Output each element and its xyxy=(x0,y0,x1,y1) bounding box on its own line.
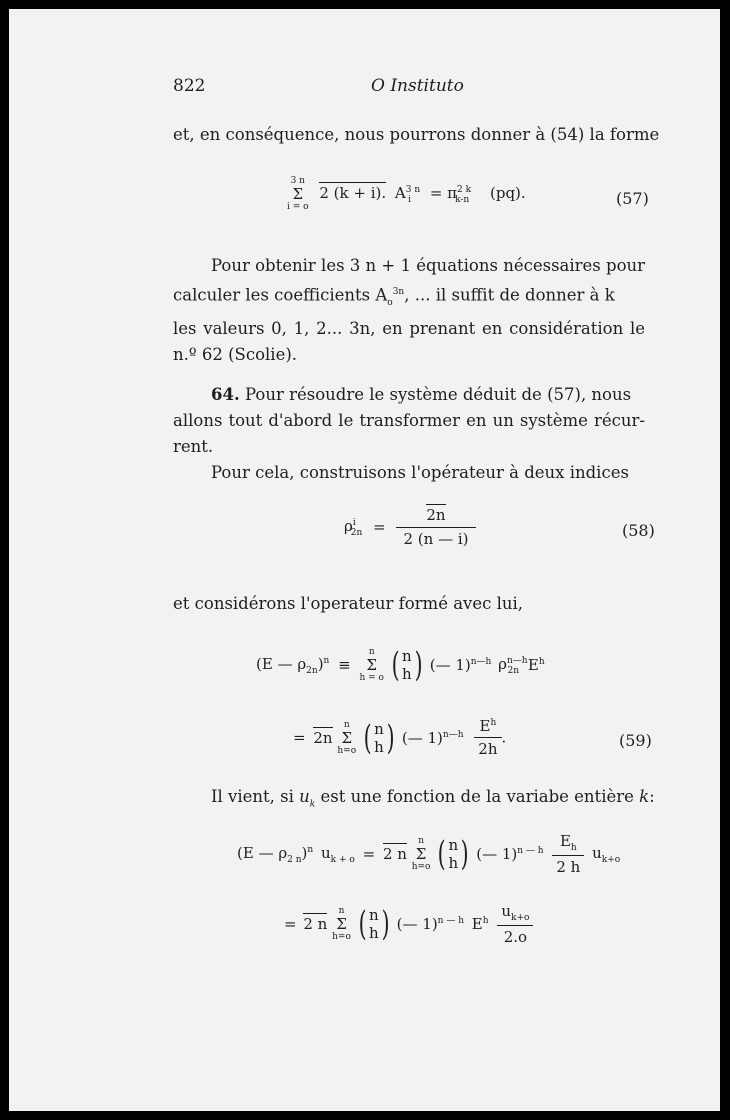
sum-symbol: Σ xyxy=(336,915,347,933)
section-64-line1 xyxy=(173,382,645,408)
lhs-60-open: (E — ρ xyxy=(237,843,288,862)
equation-57 xyxy=(287,175,526,213)
coef-letter: A xyxy=(394,184,406,202)
u-letter: u xyxy=(320,843,331,862)
journal-title: O Instituto xyxy=(371,76,464,96)
binom-bottom: h xyxy=(402,665,412,683)
shift-E: E xyxy=(471,915,483,933)
sign-factor-base: (— 1) xyxy=(401,728,443,747)
binom-top: n xyxy=(374,719,384,738)
equation-58 xyxy=(344,506,476,548)
sign-factor-power: n — h xyxy=(437,916,464,926)
lhs-59-close: ) xyxy=(317,654,324,673)
numerator-power: h xyxy=(490,718,497,728)
para1-line1: Pour obtenir les 3 n + 1 équations nécessaires pour xyxy=(211,256,646,275)
sum-upper-limit: n xyxy=(368,647,375,657)
equation-number-58: (58) xyxy=(622,521,655,540)
lhs-59-subscript: 2n xyxy=(306,665,318,676)
lhs-60-subscript: 2 n xyxy=(287,854,302,865)
sign-factor-60b xyxy=(397,915,464,933)
binom-right-paren: ) xyxy=(460,834,469,874)
para1-line2-subscript: o xyxy=(387,297,393,308)
fraction-59b xyxy=(474,717,501,758)
equals-sign: = xyxy=(362,845,376,863)
rho-symbol: ρ xyxy=(344,516,353,535)
coefficient xyxy=(394,184,421,205)
sum-lower-limit: i = o xyxy=(287,202,309,212)
paragraph-consider-operator xyxy=(173,591,645,617)
sum-operator-59b xyxy=(337,719,356,757)
rho-operator xyxy=(344,516,363,538)
lhs-59 xyxy=(256,654,330,676)
rhs-tail: (pq). xyxy=(489,184,526,202)
sign-factor-base: (— 1) xyxy=(476,845,518,863)
sum-lower-limit: h=o xyxy=(337,745,357,756)
fraction-60b xyxy=(497,902,533,946)
binom-right-paren: ) xyxy=(414,645,423,685)
sum-operator-60a xyxy=(412,835,431,873)
rho-power-59a xyxy=(498,654,528,676)
equation-number-57: (57) xyxy=(616,189,649,208)
sign-factor-60a xyxy=(476,845,543,863)
para5-line xyxy=(173,784,655,817)
sum-operator xyxy=(287,175,309,213)
binomial-59b xyxy=(374,720,384,756)
fraction-denominator: 2h xyxy=(478,740,498,758)
sum-upper-limit: 3 n xyxy=(290,176,305,186)
var-u-letter: u xyxy=(299,787,310,806)
rho-symbol: ρ xyxy=(498,654,507,673)
binom-left-paren: ( xyxy=(437,834,446,874)
section-64-line3: rent. xyxy=(173,437,214,456)
overlined-2n: 2n xyxy=(313,728,333,747)
rho-superscript: n—h xyxy=(506,655,528,666)
equals-sign: = xyxy=(293,728,306,747)
sum-lower-limit: h = o xyxy=(359,673,384,683)
shift-operator-60b xyxy=(472,915,489,933)
equals-sign: = xyxy=(284,915,297,933)
overlined-term: 2 (k + i). xyxy=(319,184,387,202)
paragraph-coefficients xyxy=(173,253,645,368)
equation-60-line2 xyxy=(284,902,533,946)
u-tail xyxy=(592,843,621,865)
rho-subscript: 2n xyxy=(350,527,363,538)
fraction-58-num-wrap xyxy=(396,506,475,528)
page-number: 822 xyxy=(173,76,206,96)
section-number: 64. xyxy=(211,385,240,404)
binom-left-paren: ( xyxy=(358,904,367,944)
para1-line2-superscript: 3n xyxy=(392,287,405,297)
binom-left-paren: ( xyxy=(363,717,372,758)
u-term xyxy=(320,843,355,865)
rhs-superscript: 2 k xyxy=(457,185,472,195)
period: . xyxy=(501,728,507,747)
binom-right-paren: ) xyxy=(381,904,390,944)
var-k: k xyxy=(639,787,650,806)
lhs-59-open: (E — ρ xyxy=(256,654,307,673)
sign-factor-power: n—h xyxy=(470,657,492,667)
lhs-59-power: n xyxy=(323,655,330,666)
paragraph-function-u xyxy=(173,784,655,817)
sum-symbol: Σ xyxy=(292,185,304,203)
equivalence-sign: ≡ xyxy=(338,656,351,674)
lhs-60 xyxy=(237,843,314,865)
fraction-denominator: 2.o xyxy=(503,928,528,946)
binom-left-paren: ( xyxy=(391,645,400,685)
sum-operator-59a xyxy=(359,646,383,684)
binom-bottom: h xyxy=(368,924,379,942)
u-subscript: k + o xyxy=(330,854,355,865)
binomial-59a xyxy=(402,647,412,683)
shift-E: E xyxy=(527,656,539,674)
coef-subscript: i xyxy=(408,195,412,205)
sum-operator-60b xyxy=(332,905,351,943)
sum-upper-limit: n xyxy=(343,719,350,730)
para1-line3: les valeurs 0, 1, 2... 3n, en prenant en considération le xyxy=(173,318,645,338)
sign-factor-59b xyxy=(402,729,464,747)
equals-sign: = xyxy=(373,518,386,536)
fraction-59b-num xyxy=(474,717,501,738)
para1-line2-rest: , ... il suffit de donner à k xyxy=(404,285,615,305)
sum-symbol: Σ xyxy=(341,728,353,747)
fraction-60a-num xyxy=(552,832,584,856)
numerator-u: u xyxy=(501,902,511,920)
paragraph-construct-operator xyxy=(173,460,645,486)
sum-lower-limit: h=o xyxy=(332,932,351,942)
coef-superscript: 3 n xyxy=(405,185,421,195)
numerator-subscript: h xyxy=(570,843,577,853)
rhs xyxy=(429,184,472,205)
para4-text: et considérons l'operateur formé avec lui, xyxy=(173,594,524,613)
scanned-page xyxy=(9,9,720,1111)
para1-line4: n.º 62 (Scolie). xyxy=(173,344,298,364)
sum-upper-limit: n xyxy=(418,836,424,846)
fraction-60b-num xyxy=(497,902,533,926)
section-64-paragraph xyxy=(173,382,645,460)
overlined-2n: 2 n xyxy=(382,845,407,863)
binom-bottom: h xyxy=(374,737,384,756)
sum-lower-limit: h=o xyxy=(411,862,431,872)
binom-top: n xyxy=(402,647,412,665)
binom-top: n xyxy=(448,836,459,854)
section-64-line2: allons tout d'abord le transformer en un système récur- xyxy=(173,411,645,430)
rho-subscript: 2n xyxy=(507,665,520,676)
lhs-60-close: ) xyxy=(301,843,308,862)
shift-E-power: h xyxy=(482,916,489,926)
sum-symbol: Σ xyxy=(366,656,378,674)
u-tail-subscript: k+o xyxy=(601,854,621,865)
intro-text: et, en conséquence, nous pourrons donner à (54) la forme xyxy=(173,125,660,144)
numerator-E: E xyxy=(479,717,491,735)
binom-bottom: h xyxy=(448,854,459,872)
para5-text-b: est une fonction de la variabe entière xyxy=(320,787,634,806)
rhs-pi: = π xyxy=(429,184,458,202)
para1-line2 xyxy=(173,279,645,316)
equation-59-line2 xyxy=(293,717,506,758)
shift-operator-59a xyxy=(528,656,545,674)
rho-superscript: i xyxy=(352,517,356,528)
sign-factor-power: n—h xyxy=(442,729,464,740)
binomial-60b xyxy=(369,906,379,942)
equation-60-line1 xyxy=(237,832,620,876)
para5-colon: : xyxy=(649,787,655,806)
sign-factor-power: n — h xyxy=(517,846,544,856)
u-tail-letter: u xyxy=(592,843,602,862)
var-u xyxy=(299,787,316,810)
sign-factor-59a xyxy=(430,656,492,674)
intro-paragraph xyxy=(173,122,660,148)
para3-text: Pour cela, construisons l'opérateur à deux indices xyxy=(211,463,629,482)
binomial-60a xyxy=(449,836,459,872)
equation-number-59: (59) xyxy=(619,731,652,750)
sum-symbol: Σ xyxy=(415,845,427,863)
lhs-60-power: n xyxy=(307,844,314,855)
fraction-60a xyxy=(552,832,584,876)
equation-59-line1 xyxy=(256,645,545,685)
fraction-denominator: 2 (n — i) xyxy=(403,530,469,548)
para1-line2-text: calculer les coefficients A xyxy=(173,285,388,305)
binom-top: n xyxy=(368,906,379,924)
sign-factor-base: (— 1) xyxy=(429,656,471,674)
sum-upper-limit: n xyxy=(338,906,345,916)
numerator-E: E xyxy=(559,832,571,850)
shift-E-power: h xyxy=(538,657,545,667)
section-64-line1-text: Pour résoudre le système déduit de (57), nous xyxy=(244,385,632,404)
rhs-subscript: k-n xyxy=(455,195,470,205)
fraction-58 xyxy=(396,506,475,548)
para5-text-a: Il vient, si xyxy=(211,787,294,806)
fraction-denominator: 2 h xyxy=(556,858,581,876)
numerator-subscript: k+o xyxy=(510,913,530,923)
var-u-subscript: k xyxy=(309,799,316,810)
fraction-numerator: 2n xyxy=(426,506,446,524)
sign-factor-base: (— 1) xyxy=(396,915,438,933)
binom-right-paren: ) xyxy=(386,717,395,758)
overlined-2n: 2 n xyxy=(303,915,328,933)
